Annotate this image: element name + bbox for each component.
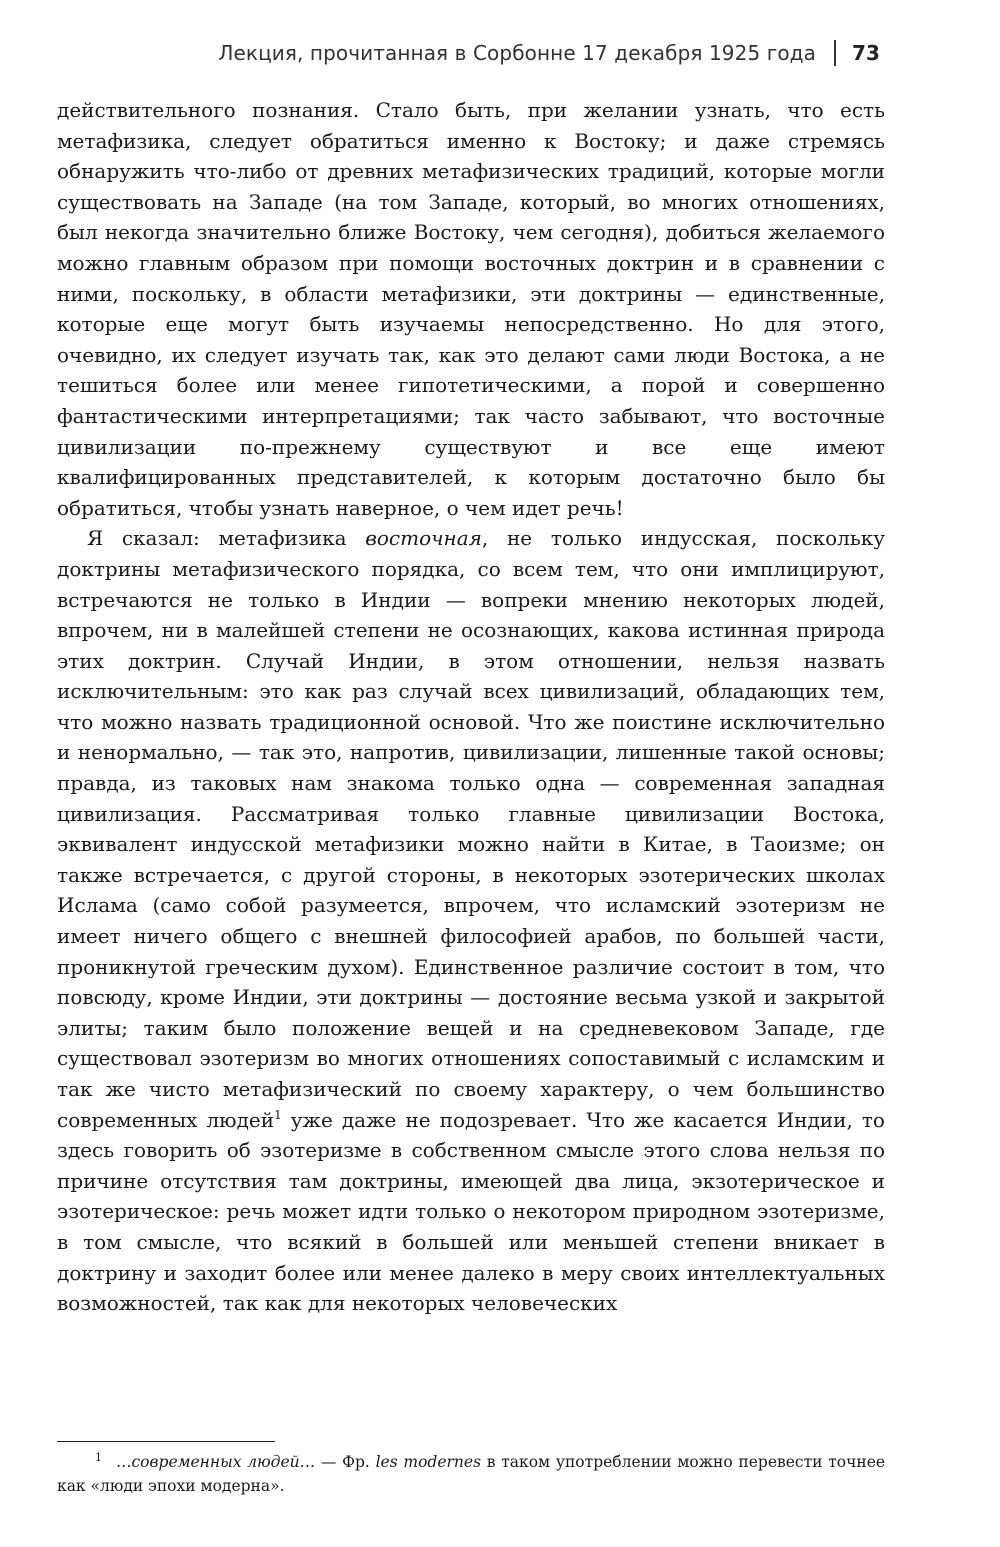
footnote-rule <box>57 1441 275 1442</box>
header-separator <box>834 40 836 66</box>
paragraph-2-middle: , не только индусская, поскольку доктрины метафизического порядка, со всем тем, что они имплицируют, встречаются не только в Индии — вопреки мнению некоторых людей, впрочем, ни в малейшей степени не осознающих, какова истинная природа этих доктрин. Случай Индии, в этом отношении, нельзя назвать исключительным: это как раз случай всех цивилизаций, обладающих тем, что можно назвать традиционной основой. Что же поистине исключительно и ненормально, — так это, напротив, цивилизации, лишенные такой основы; правда, из таковых нам знакома только одна — современная западная цивилизация. Рассматривая только главные цивилизации Востока, эквивалент индусской метафизики можно найти в Китае, в Таоизме; он также встречается, с другой стороны, в некоторых эзотерических школах Ислама (само собой разумеется, впрочем, что исламский эзотеризм не имеет ничего общего с внешней философией арабов, по большей части, проникнутой греческим духом). Единственное различие состоит в том, что повсюду, кроме Индии, эти доктрины — достояние весьма узкой и закрытой элиты; таким было положение вещей и на средневековом Западе, где существовал эзотеризм во многих отношениях сопоставимый с исламским и так же чисто метафизический по своему характеру, о чем большинство современных людей <box>57 526 886 1132</box>
footnote-quote: …современных людей… <box>116 1453 316 1471</box>
italic-word: восточная <box>365 526 482 551</box>
footnote-term: les modernes <box>375 1453 482 1471</box>
footnote-text: в таком употреблении можно перевести точнее как «люди эпохи модерна». <box>57 1453 886 1495</box>
paragraph-2-end: уже даже не подозревает. Что же касается Индии, то здесь говорить об эзотеризме в собственном смысле этого слова нельзя по причине отсутствия там доктрины, имеющей два лица, экзотерическое и эзотерическое: речь может идти только о некотором природном эзотеризме, в том смысле, что всякий в большей или меньшей степени вникает в доктрину и заходит более или менее далеко в меру своих интеллектуальных возможностей, так как для некоторых человеческих <box>57 1107 885 1316</box>
paragraph-2 <box>57 523 885 1318</box>
paragraph-2-start: Я сказал: метафизика <box>87 526 366 551</box>
running-title: Лекция, прочитанная в Сорбонне 17 декабря 1925 года <box>218 41 816 65</box>
main-text <box>57 95 885 1319</box>
footnote <box>57 1450 885 1498</box>
running-header <box>0 40 880 66</box>
footnote-reference[interactable]: 1 <box>274 1107 282 1122</box>
paragraph-1: действительного познания. Стало быть, при желании узнать, что есть метафизика, следует обратиться именно к Востоку; и даже стремясь обнаружить что-либо от древних метафизических традиций, которые могли существовать на Западе (на том Западе, который, во многих отношениях, был некогда значительно ближе Востоку, чем сегодня), добиться желаемого можно главным образом при помощи восточных доктрин и в сравнении с ними, поскольку, в области метафизики, эти доктрины — единственные, которые еще могут быть изучаемы непосредственно. Но для этого, очевидно, их следует изучать так, как это делают сами люди Востока, а не тешиться более или менее гипотетическими, а порой и совершенно фантастическими интерпретациями; так часто забывают, что восточные цивилизации по-прежнему существуют и все еще имеют квалифицированных представителей, к которым достаточно было бы обратиться, чтобы узнать наверное, о чем идет речь! <box>57 98 885 520</box>
footnote-number: 1 <box>95 1451 102 1464</box>
page-number: 73 <box>851 41 880 65</box>
footnote-dash: — Фр. <box>315 1453 376 1471</box>
